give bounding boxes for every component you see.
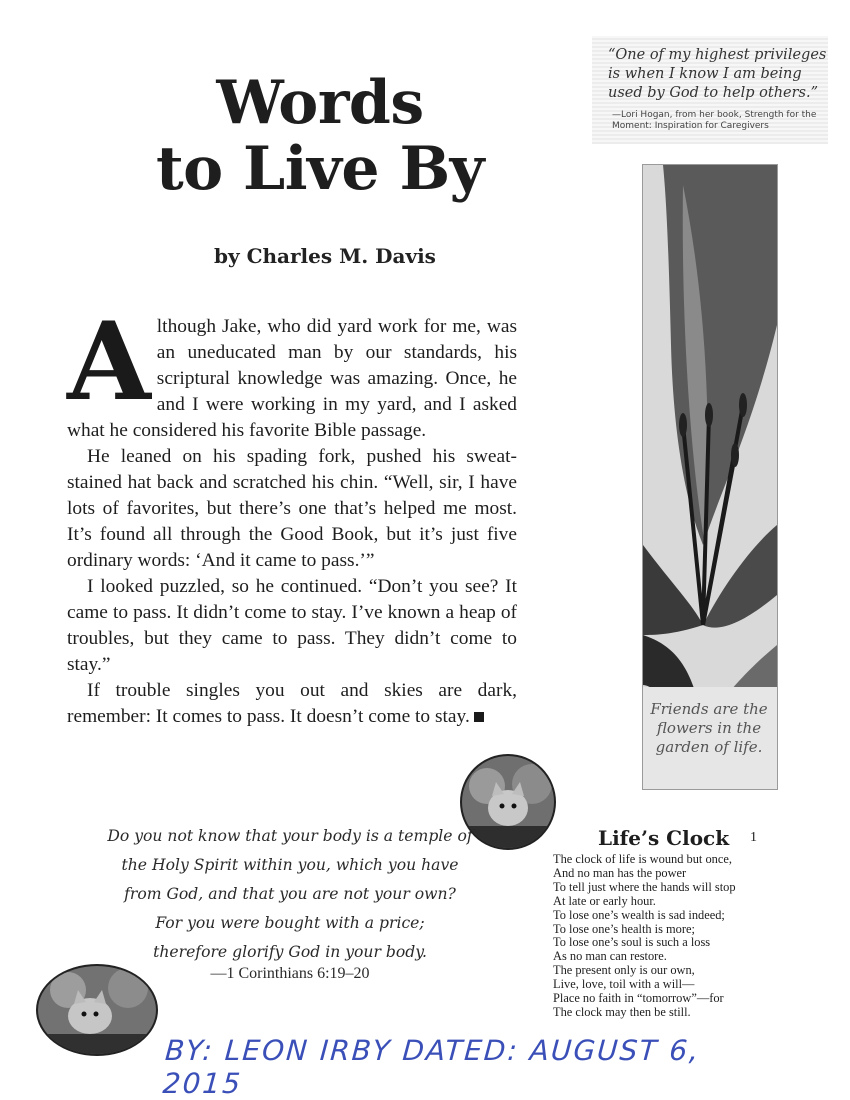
- poem-line: The clock of life is wound but once,: [553, 852, 732, 866]
- title-line-2: to Live By: [155, 134, 485, 204]
- end-mark-icon: [474, 712, 484, 722]
- bookmark-caption: [646, 700, 772, 757]
- poem-line: The present only is our own,: [553, 963, 695, 978]
- poem-line: To lose one’s soul is such a loss: [553, 935, 711, 950]
- kitten-photo: [36, 964, 158, 1056]
- poem-line: At late or early hour.: [553, 893, 656, 908]
- scripture-line: For you were bought with a price;: [155, 914, 425, 932]
- article-title: [60, 70, 580, 202]
- caption-line: garden of life.: [655, 738, 763, 756]
- lily-flower-icon: [643, 165, 777, 789]
- article-paragraph: He leaned on his spading fork, pushed his sweat-stained hat back and scratched his chin. “Well, sir, I have lots of favorites, but there’s one that’s helped me most. It’s found all through the Good Book, but it’s just five ordinary words: ‘And it came to pass.’”: [67, 446, 517, 571]
- quote-attribution: —Lori Hogan, from her book, Strength for the Moment: Inspiration for Caregivers: [612, 110, 817, 131]
- poem-line: To lose one’s health is more;: [553, 921, 695, 936]
- poem-line: As no man can restore.: [553, 949, 667, 964]
- scripture-line: therefore glorify God in your body.: [153, 943, 427, 961]
- quote-text: “One of my highest privileges is when I know I am being used by God to help others.”: [608, 47, 827, 101]
- handwritten-note: BY: LEON IRBY DATED: AUGUST 6, 2015: [161, 1034, 702, 1100]
- poem-line: Place no faith in “tomorrow”—for: [553, 991, 724, 1006]
- caption-line: Friends are the: [650, 700, 768, 718]
- bookmark-illustration: [642, 164, 778, 790]
- article-paragraph: [67, 678, 517, 730]
- article-body: [67, 299, 517, 730]
- article-paragraph: I looked puzzled, so he continued. “Don’t you see? It came to pass. It didn’t come to stay. I’ve known a heap of troubles, but they came to pass. They didn’t come to stay.”: [67, 576, 517, 675]
- poem-line: Live, love, toil with a will—: [553, 977, 695, 992]
- poem-number: 1: [750, 830, 757, 845]
- poem-line: The clock may then be still.: [553, 1004, 691, 1019]
- poem-body: [553, 853, 793, 1020]
- poem-line: To lose one’s wealth is sad indeed;: [553, 907, 725, 922]
- caption-line: flowers in the: [656, 719, 762, 737]
- byline: by Charles M. Davis: [214, 244, 436, 268]
- article-paragraph-text: If trouble singles you out and skies are dark, remember: It comes to pass. It doesn’t come to stay.: [67, 680, 517, 727]
- scripture-line: Do you not know that your body is a temple of: [107, 827, 473, 845]
- scripture-line: the Holy Spirit within you, which you have: [121, 856, 459, 874]
- scripture-line: from God, and that you are not your own?: [124, 885, 456, 903]
- title-line-1: Words: [216, 68, 424, 138]
- poem-line: And no man has the power: [553, 865, 687, 880]
- poem-title: Life’s Clock: [598, 826, 730, 850]
- drop-cap: A: [67, 299, 151, 425]
- scripture-quote: [100, 822, 480, 967]
- article-paragraph: lthough Jake, who did yard work for me, was an uneducated man by our standards, his scriptural knowledge was amazing. Once, he and I were working in my yard, and I asked what he considered his favorite Bible passage.: [67, 316, 517, 441]
- kitten-icon: [38, 966, 156, 1054]
- scripture-reference: —1 Corinthians 6:19–20: [210, 965, 370, 982]
- poem-line: To tell just where the hands will stop: [553, 879, 736, 894]
